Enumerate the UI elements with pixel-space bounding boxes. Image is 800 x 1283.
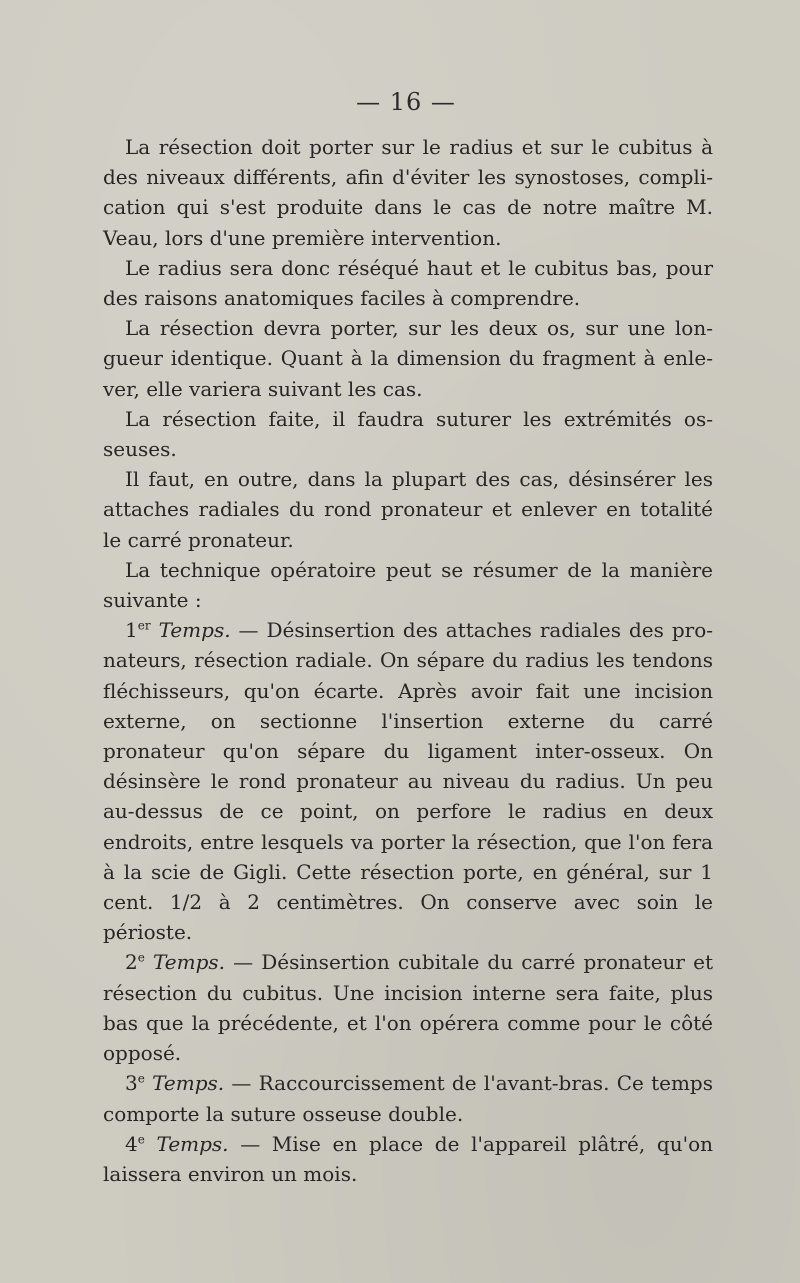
paragraph-6 (103, 555, 713, 615)
paragraph-text: Le radius sera donc réséqué haut et le cubitus bas, pour des raisons anatomiques faciles à comprendre. (103, 255, 713, 311)
step-text: — Mise en place de l'appareil plâtré, qu'on laissera environ un mois. (103, 1131, 714, 1186)
paragraph-4 (103, 404, 713, 464)
step-3-paragraph (103, 1068, 713, 1128)
paragraph-2 (103, 253, 713, 313)
step-label: Temps. (152, 1071, 225, 1096)
step-4-paragraph (103, 1129, 713, 1189)
step-text: — Désinsertion cubitale du carré pronateur et résection du cubitus. Une incision interne sera faite, plus bas que la précédente, et l'on opérera comme pour le côté opposé. (103, 950, 713, 1066)
step-ordinal-suffix: e (137, 950, 145, 965)
step-label: Temps. (156, 1131, 229, 1156)
paragraph-3 (103, 313, 713, 404)
step-label: Temps. (152, 950, 225, 975)
paragraph-text: La résection doit porter sur le radius et sur le cubitus à des niveaux différents, afin d'éviter les synostoses, complication qui s'est produite dans le cas de notre maître M. Veau, lors d'une première intervention. (103, 135, 713, 250)
step-ordinal: 4 (125, 1131, 138, 1156)
step-ordinal: 1 (125, 618, 138, 643)
step-ordinal: 3 (125, 1071, 138, 1096)
paragraph-1 (103, 132, 713, 253)
step-text: — Désinsertion des attaches radiales des pronateurs, résection radiale. On sépare du radius les tendons fléchisseurs, qu'on écarte. Après avoir fait une incision externe, on sectionne l'insertion externe du carré pronateur qu'on sépare du ligament inter-osseux. On désinsère le rond pronateur au niveau du radius. Un peu au-dessus de ce point, on perfore le radius en deux endroits, entre lesquels va porter la résection, que l'on fera à la scie de Gigli. Cette résection porte, en général, sur 1 cent. 1/2 à 2 centimètres. On conserve avec soin le périoste. (103, 618, 713, 945)
paragraph-5 (103, 464, 713, 555)
step-ordinal: 2 (125, 950, 138, 975)
step-ordinal-suffix: e (137, 1071, 145, 1086)
step-text: — Raccourcissement de l'avant-bras. Ce temps comporte la suture osseuse double. (103, 1071, 713, 1126)
step-label: Temps. (158, 618, 231, 643)
body-text (103, 132, 713, 1189)
step-ordinal-suffix: e (137, 1132, 145, 1147)
paragraph-text: La résection devra porter, sur les deux os, sur une longueur identique. Quant à la dimension du fragment à enlever, elle variera suivant les cas. (103, 316, 713, 401)
step-1-paragraph (103, 615, 713, 947)
step-ordinal-suffix: er (137, 618, 151, 633)
paragraph-text: La résection faite, il faudra suturer les extrémités osseuses. (103, 406, 713, 462)
paragraph-text: Il faut, en outre, dans la plupart des cas, désinsérer les attaches radiales du rond pronateur et enlever en totalité le carré pronateur. (103, 467, 713, 552)
paragraph-text: La technique opératoire peut se résumer de la manière suivante : (103, 557, 713, 613)
page-number: — 16 — (356, 88, 456, 116)
step-2-paragraph (103, 947, 713, 1068)
